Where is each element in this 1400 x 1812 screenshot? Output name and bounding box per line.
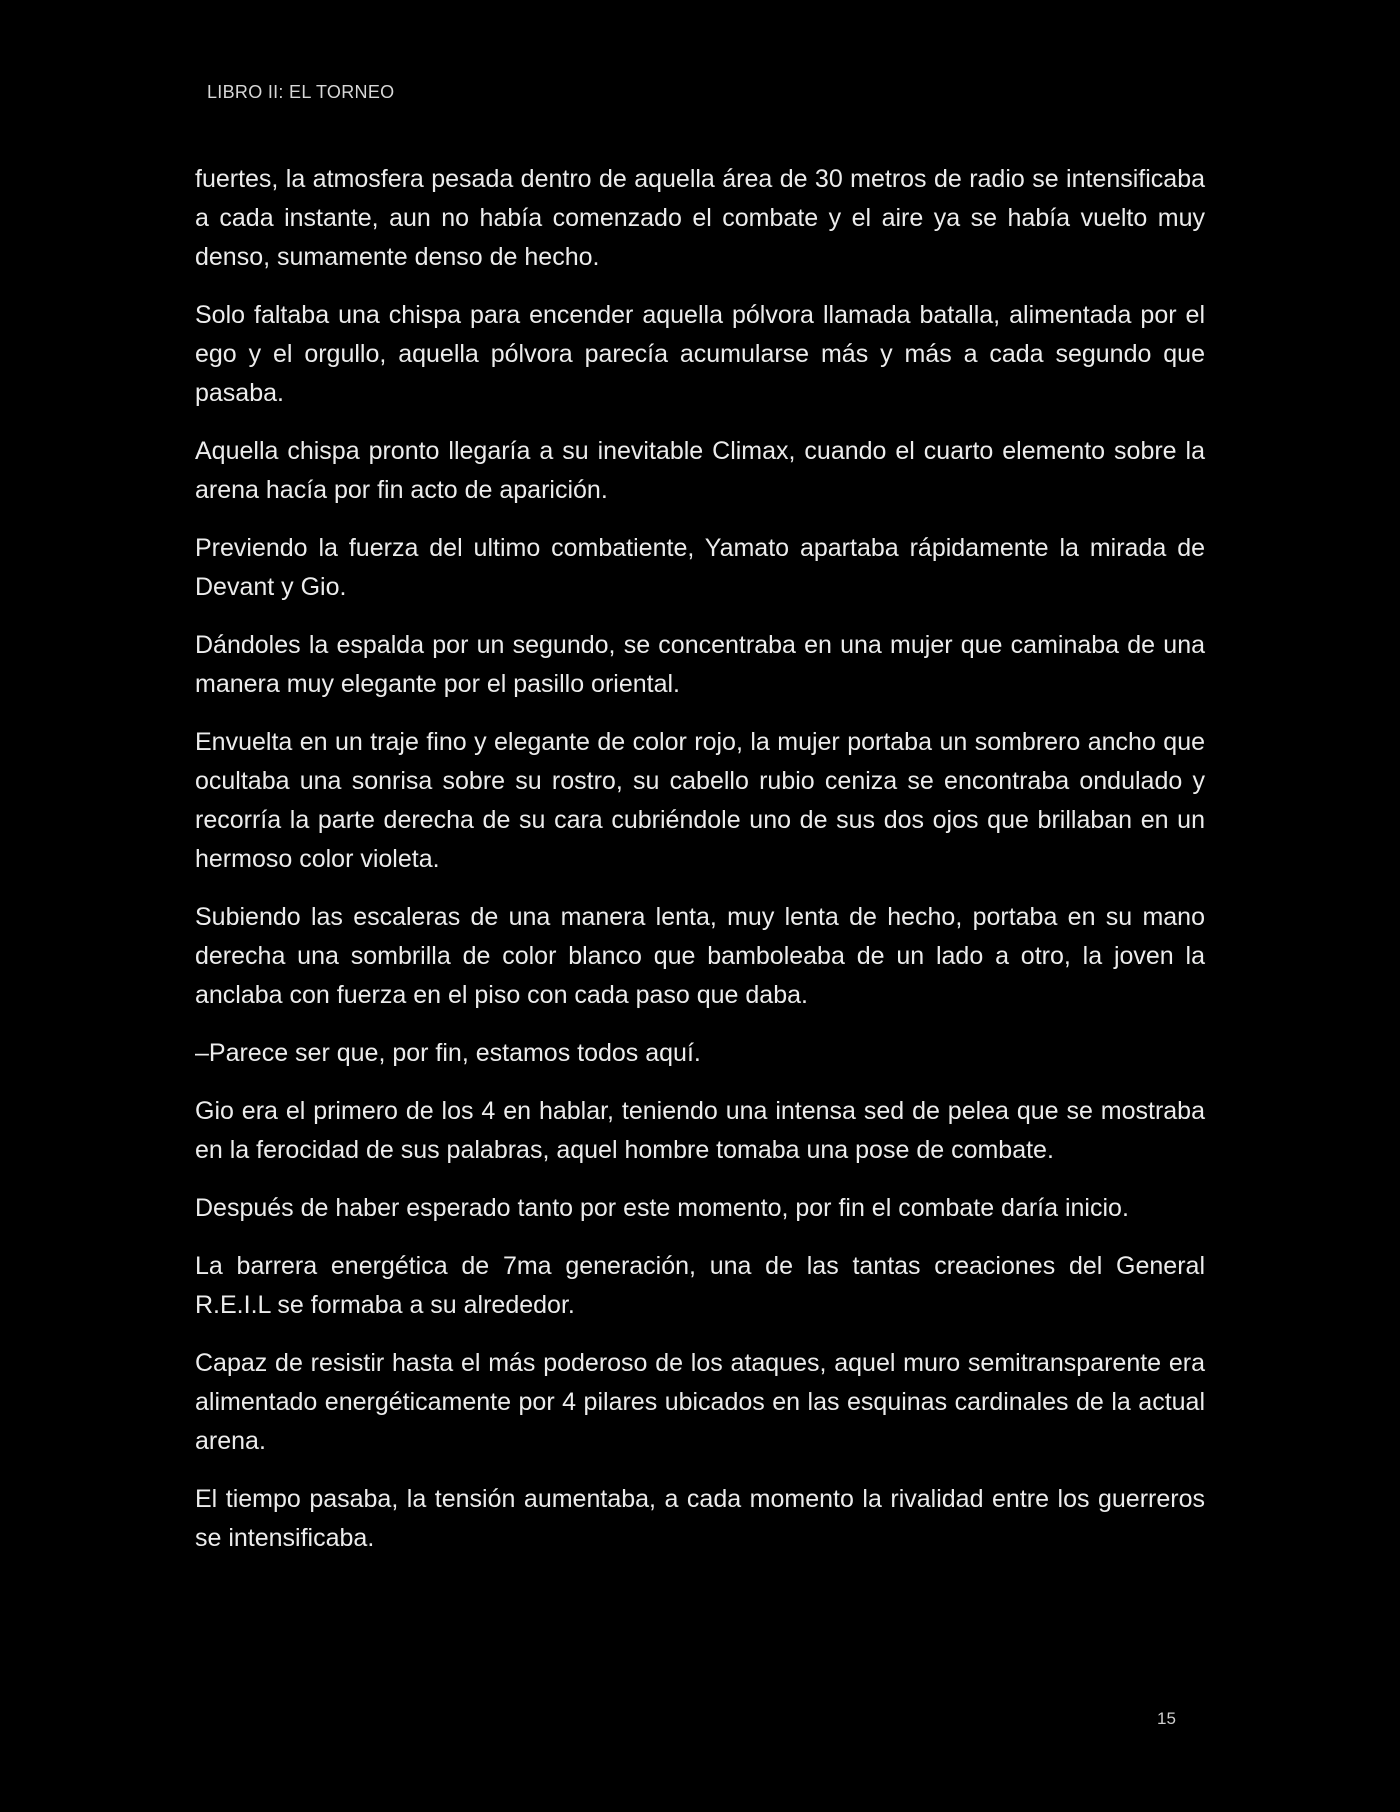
page-body xyxy=(195,160,1205,1577)
page-number: 15 xyxy=(1157,1709,1176,1728)
paragraph: Capaz de resistir hasta el más poderoso de los ataques, aquel muro semitransparente era alimentado energéticamente por 4 pilares ubicados en las esquinas cardinales de la actual arena. xyxy=(195,1349,1205,1455)
paragraph: Aquella chispa pronto llegaría a su inevitable Climax, cuando el cuarto elemento sobre la arena hacía por fin acto de aparición. xyxy=(195,437,1205,504)
paragraph: –Parece ser que, por fin, estamos todos aquí. xyxy=(195,1039,701,1067)
paragraph: La barrera energética de 7ma generación, una de las tantas creaciones del General R.E.I.L se formaba a su alrededor. xyxy=(195,1252,1205,1319)
running-header: LIBRO II: EL TORNEO xyxy=(207,82,395,102)
paragraph: Subiendo las escaleras de una manera lenta, muy lenta de hecho, portaba en su mano derecha una sombrilla de color blanco que bamboleaba de un lado a otro, la joven la anclaba con fuerza en el piso con cada paso que daba. xyxy=(195,903,1205,1009)
paragraph: Gio era el primero de los 4 en hablar, teniendo una intensa sed de pelea que se mostraba en la ferocidad de sus palabras, aquel hombre tomaba una pose de combate. xyxy=(195,1097,1205,1164)
paragraph: Previendo la fuerza del ultimo combatiente, Yamato apartaba rápidamente la mirada de Devant y Gio. xyxy=(195,534,1205,601)
paragraph: Solo faltaba una chispa para encender aquella pólvora llamada batalla, alimentada por el ego y el orgullo, aquella pólvora parecía acumularse más y más a cada segundo que pasaba. xyxy=(195,301,1205,407)
paragraph: fuertes, la atmosfera pesada dentro de aquella área de 30 metros de radio se intensificaba a cada instante, aun no había comenzado el combate y el aire ya se había vuelto muy denso, sumamente denso de hecho. xyxy=(195,165,1205,271)
paragraph: El tiempo pasaba, la tensión aumentaba, a cada momento la rivalidad entre los guerreros se intensificaba. xyxy=(195,1485,1205,1552)
paragraph: Dándoles la espalda por un segundo, se concentraba en una mujer que caminaba de una manera muy elegante por el pasillo oriental. xyxy=(195,631,1205,698)
paragraph: Después de haber esperado tanto por este momento, por fin el combate daría inicio. xyxy=(195,1194,1129,1222)
paragraph: Envuelta en un traje fino y elegante de color rojo, la mujer portaba un sombrero ancho que ocultaba una sonrisa sobre su rostro, su cabello rubio ceniza se encontraba ondulado y recorría la parte derecha de su cara cubriéndole uno de sus dos ojos que brillaban en un hermoso color violeta. xyxy=(195,728,1205,873)
